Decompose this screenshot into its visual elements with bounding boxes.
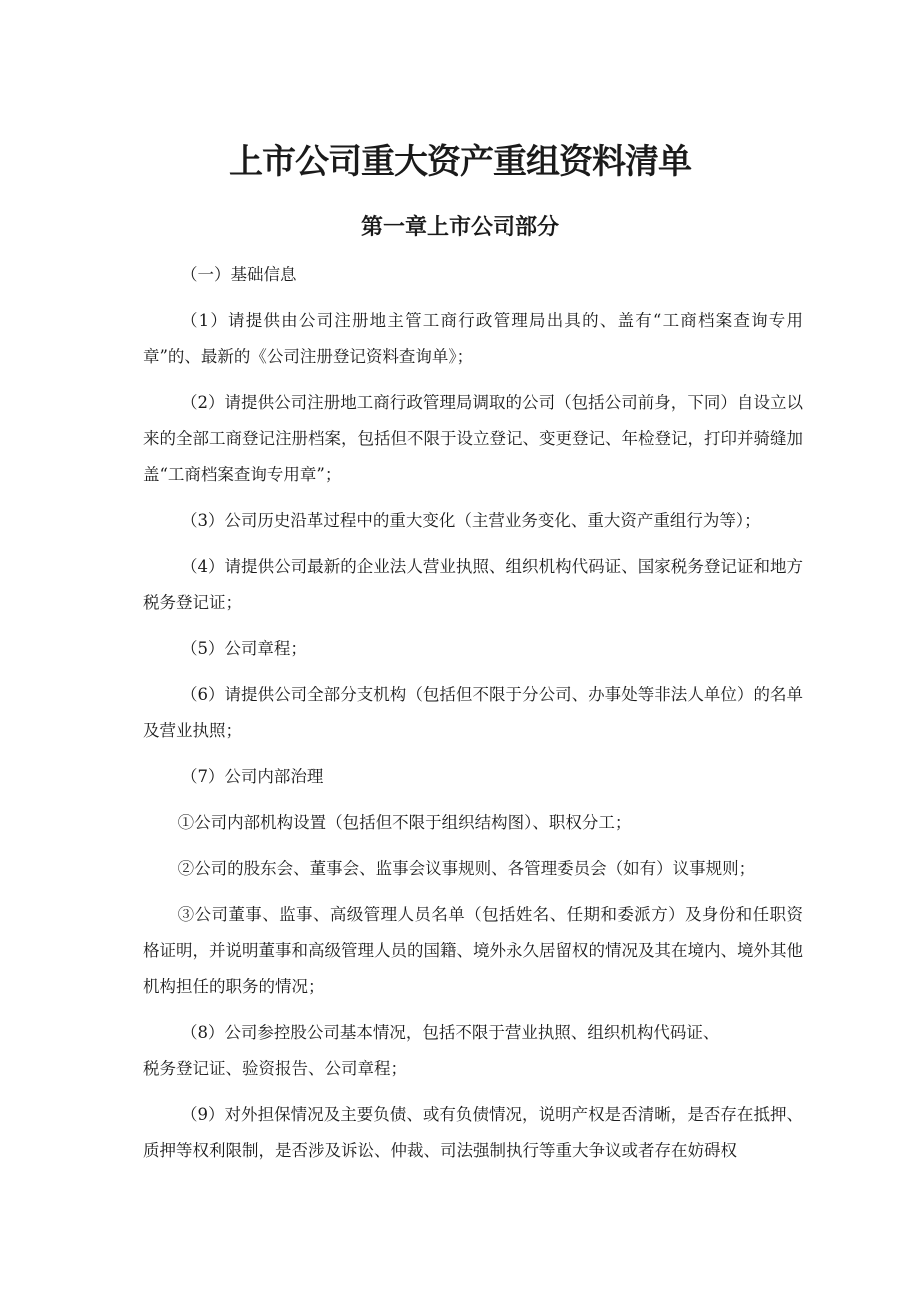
item-2-paragraph: （2）请提供公司注册地工商行政管理局调取的公司（包括公司前身，下同）自设立以来的全部工商登记注册档案，包括但不限于设立登记、变更登记、年检登记，打印并骑缝加盖“工商档案查询专用章”； (143, 393, 803, 484)
item-8-continuation: 税务登记证、验资报告、公司章程； (143, 1059, 407, 1078)
item-8-paragraph: （8）公司参控股公司基本情况，包括不限于营业执照、组织机构代码证、 (180, 1023, 720, 1042)
item-7-sub-3-paragraph: ③公司董事、监事、高级管理人员名单（包括姓名、任期和委派方）及身份和任职资格证明，并说明董事和高级管理人员的国籍、境外永久居留权的情况及其在境内、境外其他机构担任的职务的情况； (143, 905, 803, 996)
item-7-sub-1-paragraph: ①公司内部机构设置（包括但不限于组织结构图）、职权分工； (177, 813, 632, 832)
item-4-paragraph: （4）请提供公司最新的企业法人营业执照、组织机构代码证、国家税务登记证和地方税务登记证； (143, 557, 803, 612)
document-title: 上市公司重大资产重组资料清单 (229, 142, 691, 182)
item-9-paragraph: （9）对外担保情况及主要负债、或有负债情况，说明产权是否清晰，是否存在抵押、质押等权利限制，是否涉及诉讼、仲裁、司法强制执行等重大争议或者存在妨碍权 (143, 1105, 803, 1160)
item-5-paragraph: （5）公司章程； (180, 639, 307, 658)
item-3-paragraph: （3）公司历史沿革过程中的重大变化（主营业务变化、重大资产重组行为等）； (180, 511, 761, 530)
section-heading-basic-info: （一）基础信息 (180, 265, 297, 284)
document-body (143, 257, 803, 1179)
item-7-paragraph: （7）公司内部治理 (180, 767, 324, 786)
chapter-title: 第一章上市公司部分 (360, 215, 559, 240)
item-1-paragraph: （1）请提供由公司注册地主管工商行政管理局出具的、盖有“工商档案查询专用章”的、最新的《公司注册登记资料查询单》； (143, 311, 803, 366)
item-7-sub-2-paragraph: ②公司的股东会、董事会、监事会议事规则、各管理委员会（如有）议事规则； (177, 859, 756, 878)
item-6-paragraph: （6）请提供公司全部分支机构（包括但不限于分公司、办事处等非法人单位）的名单及营业执照； (143, 685, 803, 740)
